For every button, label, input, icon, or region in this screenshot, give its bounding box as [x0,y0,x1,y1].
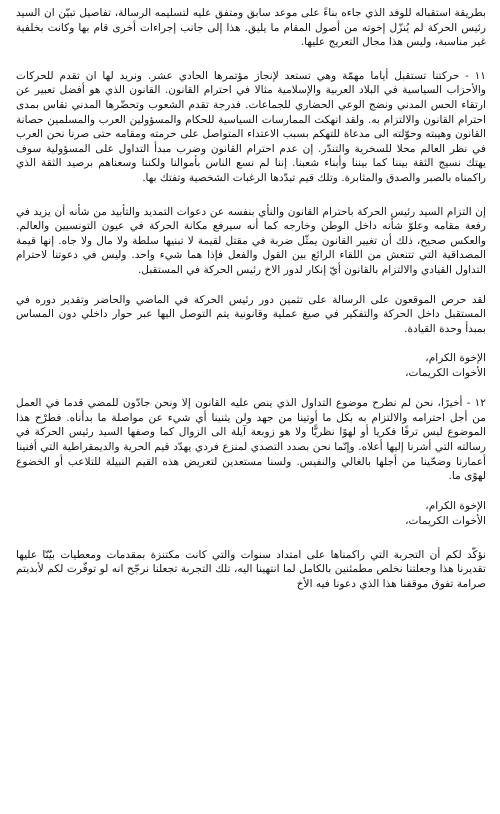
paragraph-spacer [16,50,486,69]
paragraph-1: بطريقة استقباله للوفد الذي جاءه بناءً على موعد سابق ومتفق عليه لتسليمه الرسالة، تفاصيل تبيّن ان السيد رئيس الحركة لم يُنزّل إخوته من أصول المقام ما يليق. هذا إلى جانب إجراءات أخرى قام بها وكانت بخلفية غير مناسبة، وليس هذا مجال التعريج عليها. [16,7,486,49]
paragraph-12: ١٢ - أخيرًا، نحن لم نطرح موضوع التداول الذي ينص عليه القانون إلا ونحن جادّون للمضي قدما في العمل من أجل احترامه والالتزام به بكل ما أوتينا من جهد ولن يثنينا أي شيء عن مواصلة ما بدأناه. فطرْح هذا الموضوع ليس ترفًا فكريا أو لهوًا نظريًّا ولا هو زوبعة آيلة الى الزوال كما وصفها السيد رئيس الحركة في رسالته التي أشرنا إليها أعلاه. وإنّما نحن بصدد التصدي لمنزع فردي يهدّد قيم الحرية والديمقراطية التي أفنينا أعمارنا وضحّينا من أجلها بالغالي والنفيس. ولسنا مستعدين لتعريض هذه القيم النبيلة للتلاعب أو الخضوع لهوًى ما. [16,397,486,483]
paragraph-signatories: لقد حرص الموقعون على الرسالة على تثمين دور رئيس الحركة في الماضي والحاضر وتقدير دوره في المستقبل داخل الحركة والتفكير في صيغ عملية وقانونية يتم التوصل اليها عبر حوار داخلي دون المساس بمبدأ وحدة القيادة. [16,293,486,335]
salutation-sisters: الأخوات الكريمات، [405,367,486,380]
paragraph-spacer [16,529,486,548]
paragraph-spacer [16,484,486,499]
salutation-brothers: الإخوة الكرام، [425,352,486,365]
paragraph-spacer [16,381,486,396]
salutation-brothers: الإخوة الكرام، [425,499,486,512]
paragraph-spacer [16,336,486,351]
salutation-sisters: الأخوات الكريمات، [405,514,486,527]
paragraph-law-commitment: إن التزام السيد رئيس الحركة باحترام القانون والنأي بنفسه عن دعوات التمديد والتأبيد من شأنه أن يزيد في رفعة مقامه وعلوّ شأنه داخل الوطن وخارجه كما أنه سيرفع مكانة الحركة في عيون التونسيين والعالم. والعكس صحيح، ذلك أن تغيير القانون يمثّل ضربة في مقتل لقيمة لا تبنيها سلطة ولا مال ولا جاه. إنها قيمة المصداقية التي تتنعش من اللقاء الرائع بين القول والفعل فإذا هما شيء واحد. وليس في دعوتنا لاحترام التداول القيادي والالتزام بالقانون أيّ إنكار لدور الاخ رئيس الحركة في المستقبل. [16,205,486,276]
paragraph-11: ١١ - حركتنا تستقبل أياما مهمّة وهي تستعد لإنجاز مؤتمرها الحادي عشر. ونريد لها ان تقدم للحركات والأحزاب السياسية في البلاد العربية والإسلامية مثالا في احترام القانون. القانون الذي هو أفضل تعبير عن ارتقاء الحس المدني ونضج الوعي الحضاري للجماعات. فدرجة تقدم الشعوب وتحضّرها المدني تقاس بمدى احترام القانون والالتزام به. ولقد انهكت الممارسات السياسية للحكام والمسؤولين العرب والمسلمين حصانة القانون وهيبته وحوّلته الى مدعاة للتهكم بسبب الاعتداء المتواصل على حرمته ومقامه حتى صرنا نحن العرب في نظر العالم محلا للسخرية والتندّر. إن عدم احترام القانون وضرب مبدأ التداول على المسؤولية سوف يهتك نسيج الثقة بيننا كما بيننا وأبناء شعبنا. إننا لم نسع الناس بأموالنا ولكننا وسعناهم برصيد الثقة الذي راكمناه بالصبر والصدق والمثابرة. وتلك قيم تبدّدها الرغبات الشخصية وتفتك بها. [16,69,486,184]
paragraph-experience: نؤكّد لكم أن التجربة التي راكمناها على امتداد سنوات والتي كانت مكتنزة بمقدمات ومعطيات بيّنّا عليها تقديرنا هذا وجعلتنا نخلص مطمئنين بالكامل لما انتهينا اليه، تلك التجربة تجعلنا نرجّح انه لو توفّرت لكم لأبديتم صرامة تفوق موقفنا هذا الذي دعونا فيه الأخ [16,548,486,591]
paragraph-spacer [16,278,486,293]
paragraph-spacer [16,186,486,205]
